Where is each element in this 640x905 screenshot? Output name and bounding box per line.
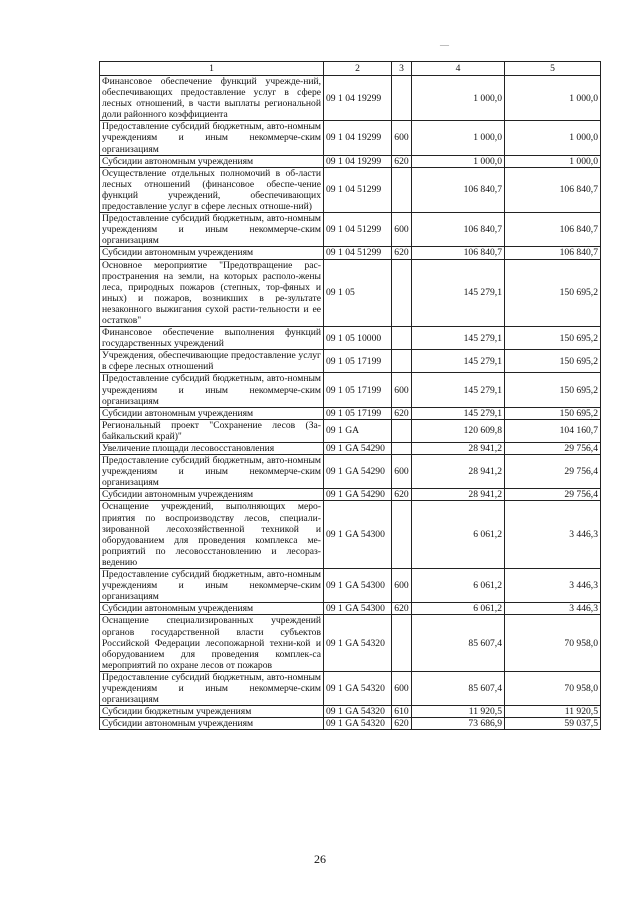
- row-amount-year2-cell: 150 695,2: [505, 373, 601, 407]
- table-row: [100, 407, 601, 419]
- row-amount-year2-cell: 1 000,0: [505, 155, 601, 167]
- row-name-cell: Субсидии бюджетным учреждениям: [100, 706, 324, 718]
- table-row: [100, 155, 601, 167]
- row-name-cell: Осуществление отдельных полномочий в об-ласти лесных отношений (финансовое обеспе-чение функций учреждений, обеспечивающих предоставление услуг в сфере лесных отноше-ний): [100, 167, 324, 212]
- row-expense-type-cell: [392, 76, 412, 121]
- row-expense-type-cell: 600: [392, 569, 412, 603]
- table-row: [100, 455, 601, 489]
- row-amount-year1-cell: 85 607,4: [412, 615, 505, 671]
- row-amount-year1-cell: 145 279,1: [412, 259, 505, 327]
- row-name-cell: Предоставление субсидий бюджетным, авто-номным учреждениям и иным некоммерче-ским организациям: [100, 373, 324, 407]
- table-row: [100, 259, 601, 327]
- table-row: [100, 501, 601, 569]
- row-name-cell: Основное мероприятие "Предотвращение рас-пространения на земли, на которых располо-жены леса, природных пожаров (степных, тор-фяных и иных) и пожаров, возникших в ре-зультате незаконного выжигания сухой расти-тельности и ее остатков": [100, 259, 324, 327]
- row-amount-year1-cell: 28 941,2: [412, 489, 505, 501]
- row-name-cell: Субсидии автономным учреждениям: [100, 155, 324, 167]
- row-code-cell: 09 1 05 17199: [324, 407, 392, 419]
- table-row: [100, 327, 601, 350]
- table-row: [100, 213, 601, 247]
- row-expense-type-cell: 600: [392, 671, 412, 705]
- row-amount-year2-cell: 3 446,3: [505, 569, 601, 603]
- row-amount-year1-cell: 6 061,2: [412, 603, 505, 615]
- row-expense-type-cell: 620: [392, 407, 412, 419]
- row-amount-year2-cell: 3 446,3: [505, 501, 601, 569]
- row-amount-year2-cell: 59 037,5: [505, 718, 601, 730]
- column-header-4: 4: [412, 62, 505, 76]
- row-amount-year2-cell: 150 695,2: [505, 259, 601, 327]
- row-amount-year1-cell: 28 941,2: [412, 443, 505, 455]
- row-code-cell: 09 1 GA 54300: [324, 569, 392, 603]
- row-expense-type-cell: [392, 259, 412, 327]
- row-name-cell: Оснащение учреждений, выполняющих меро-приятия по воспроизводству лесов, специали-зированной лесохозяйственной техникой и оборудованием для проведения комплекса ме-роприятий по лесовосстановлению и лесораз-ведению: [100, 501, 324, 569]
- row-expense-type-cell: 600: [392, 121, 412, 155]
- row-code-cell: 09 1 04 19299: [324, 76, 392, 121]
- row-amount-year2-cell: 106 840,7: [505, 247, 601, 259]
- row-amount-year1-cell: 145 279,1: [412, 350, 505, 373]
- row-expense-type-cell: [392, 615, 412, 671]
- row-expense-type-cell: 620: [392, 489, 412, 501]
- row-amount-year1-cell: 120 609,8: [412, 419, 505, 442]
- table-row: [100, 603, 601, 615]
- row-name-cell: Увеличение площади лесовосстановления: [100, 443, 324, 455]
- table-row: [100, 569, 601, 603]
- row-amount-year2-cell: 3 446,3: [505, 603, 601, 615]
- column-header-2: 2: [324, 62, 392, 76]
- table-row: [100, 671, 601, 705]
- row-code-cell: 09 1 04 19299: [324, 121, 392, 155]
- row-name-cell: Субсидии автономным учреждениям: [100, 603, 324, 615]
- row-amount-year2-cell: 1 000,0: [505, 76, 601, 121]
- row-amount-year1-cell: 145 279,1: [412, 407, 505, 419]
- table-row: [100, 350, 601, 373]
- row-name-cell: Предоставление субсидий бюджетным, авто-номным учреждениям и иным некоммерче-ским организациям: [100, 121, 324, 155]
- row-amount-year2-cell: 70 958,0: [505, 615, 601, 671]
- row-amount-year1-cell: 1 000,0: [412, 121, 505, 155]
- budget-table: [99, 61, 601, 730]
- row-code-cell: 09 1 GA: [324, 419, 392, 442]
- row-expense-type-cell: 610: [392, 706, 412, 718]
- column-header-3: 3: [392, 62, 412, 76]
- row-code-cell: 09 1 05: [324, 259, 392, 327]
- row-amount-year2-cell: 150 695,2: [505, 407, 601, 419]
- row-amount-year1-cell: 28 941,2: [412, 455, 505, 489]
- table-row: [100, 76, 601, 121]
- row-code-cell: 09 1 GA 54290: [324, 455, 392, 489]
- table-row: [100, 247, 601, 259]
- table-row: [100, 489, 601, 501]
- row-amount-year2-cell: 106 840,7: [505, 167, 601, 212]
- row-amount-year1-cell: 1 000,0: [412, 155, 505, 167]
- row-amount-year1-cell: 145 279,1: [412, 373, 505, 407]
- row-code-cell: 09 1 GA 54290: [324, 489, 392, 501]
- row-amount-year2-cell: 150 695,2: [505, 327, 601, 350]
- row-amount-year2-cell: 106 840,7: [505, 213, 601, 247]
- row-amount-year1-cell: 6 061,2: [412, 569, 505, 603]
- row-expense-type-cell: [392, 443, 412, 455]
- row-amount-year1-cell: 145 279,1: [412, 327, 505, 350]
- row-amount-year2-cell: 70 958,0: [505, 671, 601, 705]
- row-code-cell: 09 1 04 51299: [324, 247, 392, 259]
- row-name-cell: Предоставление субсидий бюджетным, авто-номным учреждениям и иным некоммерче-ским организациям: [100, 455, 324, 489]
- row-name-cell: Учреждения, обеспечивающие предоставление услуг в сфере лесных отношений: [100, 350, 324, 373]
- row-code-cell: 09 1 05 17199: [324, 350, 392, 373]
- row-expense-type-cell: [392, 327, 412, 350]
- row-expense-type-cell: 620: [392, 603, 412, 615]
- row-name-cell: Субсидии автономным учреждениям: [100, 247, 324, 259]
- row-amount-year2-cell: 1 000,0: [505, 121, 601, 155]
- table-row: [100, 443, 601, 455]
- row-expense-type-cell: 600: [392, 455, 412, 489]
- row-code-cell: 09 1 GA 54320: [324, 706, 392, 718]
- row-code-cell: 09 1 GA 54300: [324, 603, 392, 615]
- row-amount-year1-cell: 85 607,4: [412, 671, 505, 705]
- row-expense-type-cell: 600: [392, 373, 412, 407]
- row-code-cell: 09 1 04 51299: [324, 213, 392, 247]
- row-expense-type-cell: [392, 167, 412, 212]
- row-amount-year1-cell: 6 061,2: [412, 501, 505, 569]
- row-code-cell: 09 1 05 17199: [324, 373, 392, 407]
- row-amount-year1-cell: 11 920,5: [412, 706, 505, 718]
- table-row: [100, 121, 601, 155]
- row-expense-type-cell: [392, 419, 412, 442]
- row-amount-year2-cell: 150 695,2: [505, 350, 601, 373]
- row-expense-type-cell: 620: [392, 155, 412, 167]
- page-number: 26: [314, 852, 326, 866]
- table-row: [100, 718, 601, 730]
- row-code-cell: 09 1 GA 54320: [324, 718, 392, 730]
- row-expense-type-cell: 620: [392, 247, 412, 259]
- row-name-cell: Региональный проект "Сохранение лесов (За-байкальский край)": [100, 419, 324, 442]
- row-code-cell: 09 1 04 19299: [324, 155, 392, 167]
- row-expense-type-cell: 620: [392, 718, 412, 730]
- row-name-cell: Финансовое обеспечение функций учрежде-ний, обеспечивающих предоставление услуг в сфере лесных отношений, в части выплаты региональной доли районного коэффициента: [100, 76, 324, 121]
- row-code-cell: 09 1 GA 54320: [324, 615, 392, 671]
- row-name-cell: Предоставление субсидий бюджетным, авто-номным учреждениям и иным некоммерче-ским организациям: [100, 671, 324, 705]
- row-amount-year1-cell: 106 840,7: [412, 167, 505, 212]
- row-amount-year2-cell: 29 756,4: [505, 443, 601, 455]
- row-amount-year1-cell: 106 840,7: [412, 213, 505, 247]
- row-amount-year2-cell: 29 756,4: [505, 455, 601, 489]
- row-amount-year1-cell: 1 000,0: [412, 76, 505, 121]
- row-code-cell: 09 1 GA 54300: [324, 501, 392, 569]
- row-name-cell: Субсидии автономным учреждениям: [100, 489, 324, 501]
- row-name-cell: Оснащение специализированных учреждений органов государственной власти субъектов Российской Федерации лесопожарной техни-кой и оборудованием для проведения комплек-са мероприятий по охране лесов от пожаров: [100, 615, 324, 671]
- table-row: [100, 706, 601, 718]
- row-code-cell: 09 1 GA 54320: [324, 671, 392, 705]
- page-mark: —: [440, 40, 449, 50]
- row-expense-type-cell: [392, 350, 412, 373]
- row-name-cell: Финансовое обеспечение выполнения функций государственных учреждений: [100, 327, 324, 350]
- row-expense-type-cell: [392, 501, 412, 569]
- row-name-cell: Предоставление субсидий бюджетным, авто-номным учреждениям и иным некоммерче-ским организациям: [100, 569, 324, 603]
- row-amount-year2-cell: 11 920,5: [505, 706, 601, 718]
- row-code-cell: 09 1 05 10000: [324, 327, 392, 350]
- column-header-1: 1: [100, 62, 324, 76]
- table-row: [100, 419, 601, 442]
- row-name-cell: Предоставление субсидий бюджетным, авто-номным учреждениям и иным некоммерче-ским организациям: [100, 213, 324, 247]
- row-code-cell: 09 1 GA 54290: [324, 443, 392, 455]
- row-amount-year2-cell: 29 756,4: [505, 489, 601, 501]
- row-code-cell: 09 1 04 51299: [324, 167, 392, 212]
- row-name-cell: Субсидии автономным учреждениям: [100, 718, 324, 730]
- table-row: [100, 615, 601, 671]
- table-row: [100, 167, 601, 212]
- row-amount-year2-cell: 104 160,7: [505, 419, 601, 442]
- table-row: [100, 373, 601, 407]
- row-expense-type-cell: 600: [392, 213, 412, 247]
- row-amount-year1-cell: 106 840,7: [412, 247, 505, 259]
- column-header-5: 5: [505, 62, 601, 76]
- row-amount-year1-cell: 73 686,9: [412, 718, 505, 730]
- row-name-cell: Субсидии автономным учреждениям: [100, 407, 324, 419]
- table-header-row: [100, 62, 601, 76]
